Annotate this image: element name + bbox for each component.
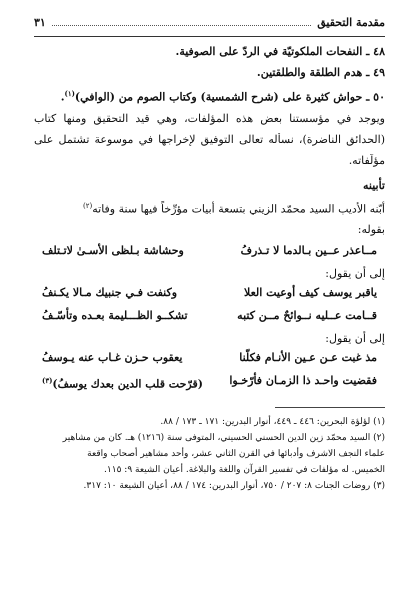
verse-row (42, 351, 377, 364)
footnote-3: (٣) روضات الجنات ٨: ٢٠٧ / ٧٥٠، أنوار البدرين: ١٧٤ / ٨٨، أعيان الشيعة ١٠: ٣١٧. (83, 480, 385, 491)
paragraph-line-1: ويوجد في مؤسستنا بعض هذه المؤلفات، وهي قيد التحقيق ومنها كتاب (34, 111, 385, 125)
footnote-1: (١) لؤلؤة البحرين: ٤٤٦ ـ ٤٤٩، أنوار البدرين: ١٧١ ـ ١٧٣ / ٨٨. (160, 416, 385, 427)
page-number: ٣١ (34, 16, 46, 29)
paragraph-line-3: مؤلّفاته. (348, 153, 385, 167)
footnote-ref-3: (٣) (42, 376, 53, 386)
header-title: مقدمة التحقيق (317, 16, 385, 29)
verse-hemistich: قــامت عــليه نــوائحٌ مــن كتبه (237, 309, 377, 323)
verse-intro: إلى أن يقول: (325, 267, 385, 281)
verse-hemistich: يعقوب حـزن غـاب عنه يـوسفُ (42, 351, 183, 365)
verse-hemistich: وحشاشة بـلظى الأسـىٰ لاتـتلف (42, 244, 184, 258)
verse-row (42, 374, 377, 391)
header-dots (52, 17, 311, 26)
eulogy-line-1 (34, 200, 385, 216)
verse-hemistich: مذ غبت عـن عـين الأنـام فكلّنا (239, 351, 377, 365)
section-title: تأبينه (362, 178, 385, 192)
footnote-ref-1: (١) (64, 89, 75, 98)
verse-hemistich: فقضيت واحـد ذا الزمـان فأرّخـوا (229, 374, 377, 388)
document-page (34, 16, 385, 589)
list-item-50: ٥٠ ـ حواشٍ كثيرة على (شرح الشمسية) وكتاب الصوم من (الوافي)$^{(١)}$. (60, 89, 385, 104)
verse-intro: إلى أن يقول: (325, 332, 385, 346)
verse-hemistich: مــاعذر عــين بـالدما لا تـذرفُ (240, 244, 377, 258)
page-header (34, 16, 385, 37)
verse-last-text: (قرّحت قلب الدين بعدك يوسفُ) (52, 377, 203, 391)
verse-hemistich: وكنفت فـي جنبيك مـالا يكـنفُ (42, 286, 178, 300)
verse-hemistich: ياقبر يوسف كيف أوعيت العلا (244, 286, 377, 300)
verse-hemistich: تشكــو الظـــليمة بعـده وتأسّـفُ (42, 309, 188, 323)
verse-row (42, 309, 377, 322)
footnote-2: (٢) السيد محمّد زين الدين الحسني الحسيني، المتوفى سنة (١٢١٦) هـ. كان من مشاهير (62, 432, 385, 443)
list-item-48: ٤٨ ـ النفحات الملكوتيّة في الردّ على الصوفية. (175, 45, 385, 58)
verse-hemistich-last (42, 374, 203, 391)
footnote-2-cont: الخميس. له مؤلفات في تفسير القرآن واللغة والبلاغة. أعيان الشيعة ٩: ١١٥. (104, 464, 385, 475)
list-item-50-text: ٥٠ ـ حواشٍ كثيرة على (شرح الشمسية) وكتاب الصوم من (الوافي) (74, 90, 385, 104)
eulogy-line-2: بقوله: (357, 223, 385, 237)
footnotes (34, 416, 385, 493)
eulogy-text: أبّنه الأديب السيد محمّد الزيني بتسعة أبيات مؤرِّخاً فيها سنة وفاته (92, 202, 385, 216)
footnote-2-cont: علماء النجف الاشرف وأدبائها في القرن الثاني عشر، وأحد مشاهير أصحاب واقعة (87, 448, 385, 459)
verse-row (42, 286, 377, 299)
paragraph-line-2: (الحدائق الناضرة)، نسأله تعالى التوفيق لإخراجها في موسوعة تشتمل على (34, 132, 385, 146)
verse-row (42, 244, 377, 257)
footnote-ref-2: (٢) (83, 201, 93, 210)
list-item-49: ٤٩ ـ هدم الطلقة والطلقتين. (256, 66, 385, 79)
footnote-separator (275, 407, 385, 408)
body-text (34, 45, 385, 391)
